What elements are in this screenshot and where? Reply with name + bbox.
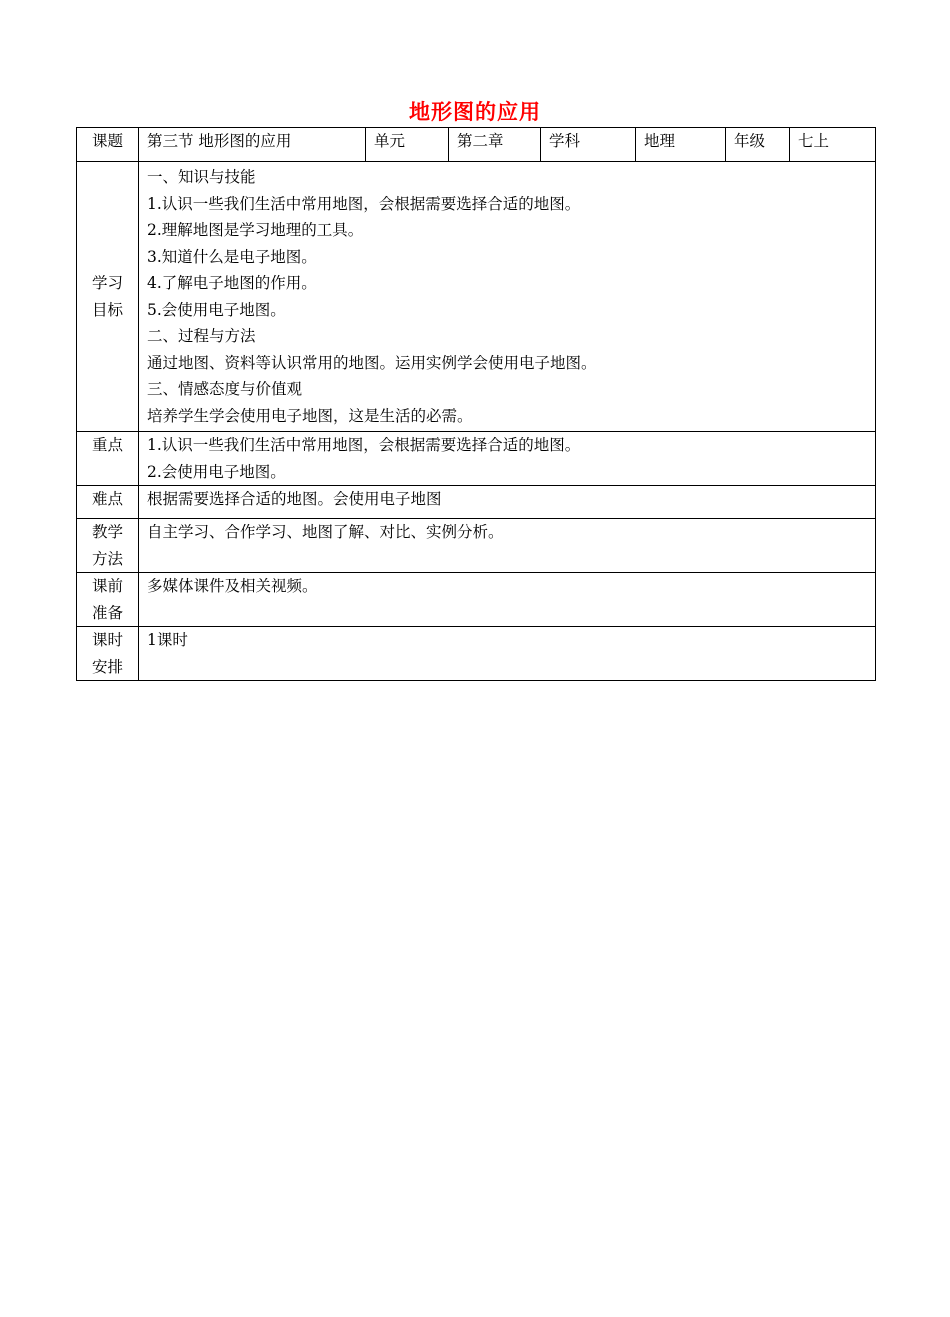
- topic-label: 课题: [77, 128, 139, 162]
- objective-line: 通过地图、资料等认识常用的地图。运用实例学会使用电子地图。: [147, 353, 597, 372]
- preparation-label-line1: 课前: [91, 577, 123, 595]
- preparation-row: [77, 573, 876, 627]
- key-point-line: 2.会使用电子地图。: [147, 462, 286, 481]
- key-points-content: [139, 432, 876, 486]
- schedule-row: [77, 627, 876, 681]
- schedule-content: 1课时: [139, 627, 876, 681]
- preparation-label-line2: 准备: [91, 603, 123, 622]
- objectives-label-line1: 学习: [91, 274, 123, 292]
- topic-value: 第三节 地形图的应用: [139, 128, 366, 162]
- objectives-content: [139, 162, 876, 432]
- subject-value: 地理: [636, 128, 726, 162]
- grade-value: 七上: [790, 128, 876, 162]
- preparation-label: [77, 573, 139, 627]
- objective-line: 二、过程与方法: [147, 327, 256, 345]
- objectives-label-line2: 目标: [91, 300, 123, 319]
- methods-content: 自主学习、合作学习、地图了解、对比、实例分析。: [139, 519, 876, 573]
- methods-label-line1: 教学: [91, 523, 123, 541]
- difficulties-label: 难点: [77, 486, 139, 519]
- grade-label: 年级: [726, 128, 790, 162]
- key-point-line: 1.认识一些我们生活中常用地图，会根据需要选择合适的地图。: [147, 436, 581, 454]
- objective-line: 4.了解电子地图的作用。: [147, 274, 317, 292]
- objective-line: 一、知识与技能: [147, 168, 256, 186]
- difficulties-row: [77, 486, 876, 519]
- key-points-label: 重点: [77, 432, 139, 486]
- methods-row: [77, 519, 876, 573]
- document-title: 地形图的应用: [409, 100, 541, 124]
- subject-label: 学科: [541, 128, 636, 162]
- objectives-label: [77, 162, 139, 432]
- objectives-row: [77, 162, 876, 432]
- methods-label: [77, 519, 139, 573]
- objective-line: 1.认识一些我们生活中常用地图，会根据需要选择合适的地图。: [147, 194, 581, 213]
- header-row: [77, 128, 876, 162]
- objective-line: 3.知道什么是电子地图。: [147, 247, 317, 266]
- schedule-label: [77, 627, 139, 681]
- preparation-content: 多媒体课件及相关视频。: [139, 573, 876, 627]
- difficulties-content: 根据需要选择合适的地图。会使用电子地图: [139, 486, 876, 519]
- objective-line: 培养学生学会使用电子地图，这是生活的必需。: [147, 406, 473, 425]
- schedule-label-line1: 课时: [91, 631, 123, 649]
- unit-value: 第二章: [449, 128, 541, 162]
- key-points-row: [77, 432, 876, 486]
- unit-label: 单元: [366, 128, 449, 162]
- schedule-label-line2: 安排: [91, 657, 123, 676]
- objective-line: 2.理解地图是学习地理的工具。: [147, 221, 364, 239]
- objective-line: 三、情感态度与价值观: [147, 380, 303, 398]
- lesson-plan-table: [76, 127, 876, 681]
- objective-line: 5.会使用电子地图。: [147, 300, 286, 319]
- methods-label-line2: 方法: [91, 549, 123, 568]
